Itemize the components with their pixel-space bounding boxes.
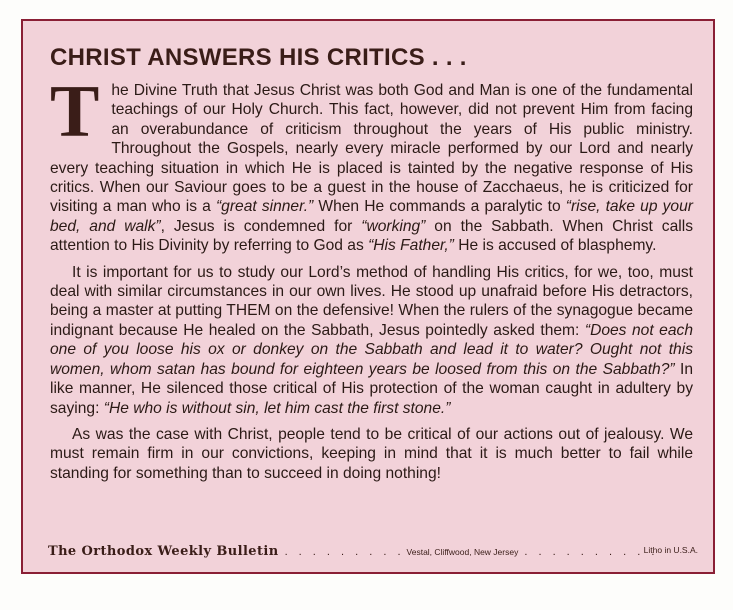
- paragraph-2: [50, 263, 693, 418]
- footer-leader-dots: . . . . . . . . .: [284, 546, 405, 558]
- quote-without-sin: “He who is without sin, let him cast the first stone.”: [103, 399, 451, 417]
- paragraph-1-text-i: He is accused of blasphemy.: [453, 237, 657, 255]
- paragraph-2-text-c: In like manner, He silenced those critical of His protection of the woman caught in adultery by saying:: [50, 360, 693, 417]
- footer-leader-dots-2: . . . . . . . . . .: [524, 546, 659, 558]
- paragraph-1-text-a: he Divine Truth that Jesus Christ was both God and Man is one of the fundamental teachings of our Holy Church. This fact, however, did not prevent Him from facing an overabundance of criticism throughout the years of His public ministry. Throughout the Gospels, nearly every miracle performed by our Lord and nearly every teaching situation in which He is placed is tainted by the negative response of His critics. When our Saviour goes to be a guest in the house of Zacchaeus, he is criticized for visiting a man who is a: [50, 82, 693, 216]
- quote-his-father: “His Father,”: [368, 237, 454, 255]
- quote-working: “working”: [361, 217, 426, 235]
- paragraph-1: [50, 71, 694, 256]
- publisher-name: The Orthodox Weekly Bulletin: [48, 544, 279, 559]
- litho-note: Litho in U.S.A.: [643, 545, 698, 555]
- paragraph-1-text-e: , Jesus is condemned for: [160, 217, 362, 235]
- quote-rise-take-up: “rise, take up your bed, and walk”: [50, 198, 693, 235]
- quote-great-sinner: “great sinner.”: [215, 198, 314, 216]
- quote-ox-or-donkey: “Does not each one of you loose his ox or donkey on the Sabbath and lead it to water? Ought not this women, whom satan has bound for eighteen years be loosed from this on the Sabbath?”: [50, 321, 693, 378]
- drop-cap: T: [50, 71, 100, 153]
- paragraph-1-text-c: When He commands a paralytic to: [313, 198, 566, 216]
- paragraph-2-text-a: It is important for us to study our Lord’s method of handling His critics, for we, too, must deal with similar circumstances in our own lives. He stood up unafraid before His detractors, being a master at putting THEM on the defensive! When the rulers of the synagogue became indignant because He healed on the Sabbath, Jesus pointedly asked them:: [50, 263, 693, 339]
- paragraph-1-text-g: on the Sabbath. When Christ calls attention to His Divinity by referring to God as: [50, 217, 694, 255]
- article-body: [50, 71, 694, 490]
- bulletin-footer: [48, 542, 698, 560]
- article-title: CHRIST ANSWERS HIS CRITICS . . .: [50, 44, 467, 71]
- article-frame: [21, 19, 715, 574]
- publisher-location: Vestal, Cliffwood, New Jersey: [406, 547, 519, 557]
- paragraph-3: As was the case with Christ, people tend to be critical of our actions out of jealousy. We must remain firm in our convictions, keeping in mind that it is much better to fail while standing for something than to succeed in doing nothing!: [50, 425, 693, 482]
